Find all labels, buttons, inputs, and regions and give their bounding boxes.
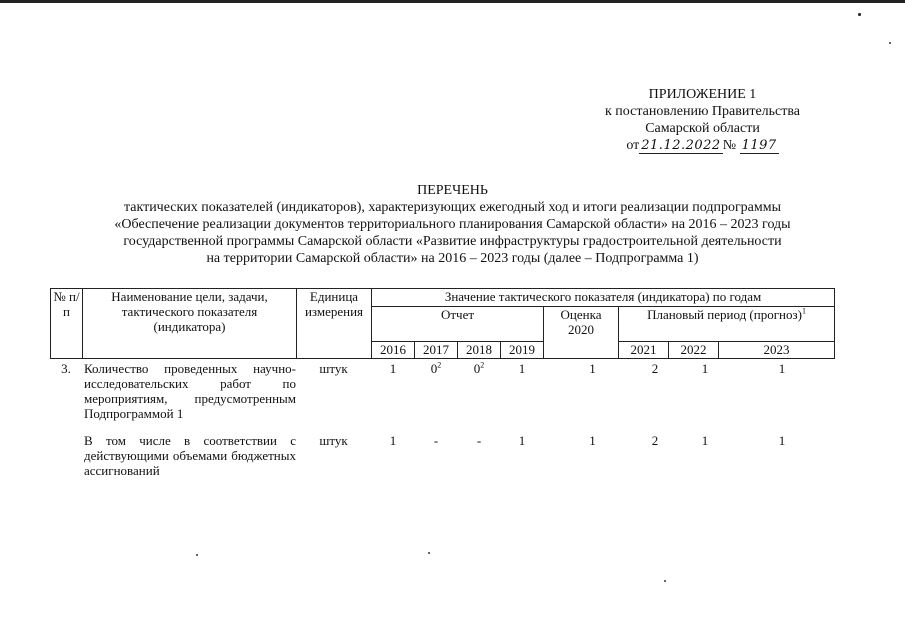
value-2018: $0^2$ [473, 360, 485, 376]
scan-speck [428, 552, 430, 554]
row-name: Количество проведенных научно-исследовательских работ по мероприятиям, предусмотренным Подпрограммой 1 [84, 361, 296, 421]
value-2022: 1 [701, 361, 709, 376]
value-2018: - [476, 433, 482, 448]
title-line: «Обеспечение реализации документов территориального планирования Самарской области» на 2016 – 2023 годы [114, 217, 791, 232]
value-2023: 1 [778, 433, 786, 448]
table-row [50, 361, 834, 433]
appendix-region: Самарской области [645, 121, 760, 136]
value-2023: 1 [778, 361, 786, 376]
year-2019: 2019 [501, 342, 544, 359]
footnote-2: 2 [480, 360, 485, 370]
header-unit: Единица измерения [297, 289, 372, 359]
scan-speck [196, 554, 198, 556]
indicators-table-header [50, 288, 835, 359]
value-2020: 1 [589, 361, 596, 376]
value-2021: 2 [651, 433, 659, 448]
header-plan-label: Плановый период (прогноз) [647, 307, 802, 322]
table-row [50, 433, 834, 493]
row-num: 3. [61, 361, 71, 376]
year-2023: 2023 [719, 342, 835, 359]
appendix-decree: к постановлению Правительства [604, 104, 801, 119]
scan-speck [858, 13, 861, 16]
year-2021: 2021 [619, 342, 669, 359]
scan-speck [889, 42, 891, 44]
appendix-date-line [585, 137, 820, 154]
header-report: Отчет [372, 307, 544, 342]
row-name: В том числе в соответствии с действующими объемами бюджетных ассигнований [84, 433, 296, 478]
value-2019: 1 [518, 433, 526, 448]
row-unit: штук [319, 433, 348, 448]
year-2018: 2018 [458, 342, 501, 359]
handwritten-date: 21.12.2022 [641, 138, 721, 153]
header-plan [619, 307, 835, 342]
year-2016: 2016 [372, 342, 415, 359]
handwritten-number: 1197 [741, 138, 777, 153]
top-edge-line [0, 0, 905, 3]
year-2022: 2022 [669, 342, 719, 359]
title-heading: ПЕРЕЧЕНЬ [417, 183, 488, 198]
indicators-table-body [50, 361, 834, 493]
year-2017: 2017 [415, 342, 458, 359]
scan-speck [664, 580, 666, 582]
from-label: от [626, 138, 640, 153]
header-name: Наименование цели, задачи, тактического показателя (индикатора) [83, 289, 297, 359]
value-2019: 1 [518, 361, 526, 376]
value-2017: $0^2$ [430, 360, 442, 376]
value-2021: 2 [651, 361, 659, 376]
header-num: № п/п [51, 289, 83, 359]
title-line: на территории Самарской области» на 2016 – 2023 годы (далее – Подпрограмма 1) [206, 251, 699, 266]
plan-footnote: 1 [801, 306, 806, 316]
appendix-title: ПРИЛОЖЕНИЕ 1 [648, 87, 757, 102]
value-2016: 1 [389, 433, 397, 448]
number-label: № [722, 138, 737, 153]
header-estimate: Оценка 2020 [544, 307, 619, 359]
value-2022: 1 [701, 433, 709, 448]
value-2017: - [433, 433, 439, 448]
value-2016: 1 [389, 361, 397, 376]
row-unit: штук [319, 361, 348, 376]
value-2020: 1 [589, 433, 596, 448]
title-line: государственной программы Самарской области «Развитие инфраструктуры градостроительной деятельности [123, 234, 782, 249]
footnote-2: 2 [437, 360, 442, 370]
document-title [60, 182, 845, 267]
header-values: Значение тактического показателя (индикатора) по годам [372, 289, 835, 307]
appendix-block [585, 86, 820, 154]
title-line: тактических показателей (индикаторов), характеризующих ежегодный ход и итоги реализации подпрограммы [123, 200, 782, 215]
